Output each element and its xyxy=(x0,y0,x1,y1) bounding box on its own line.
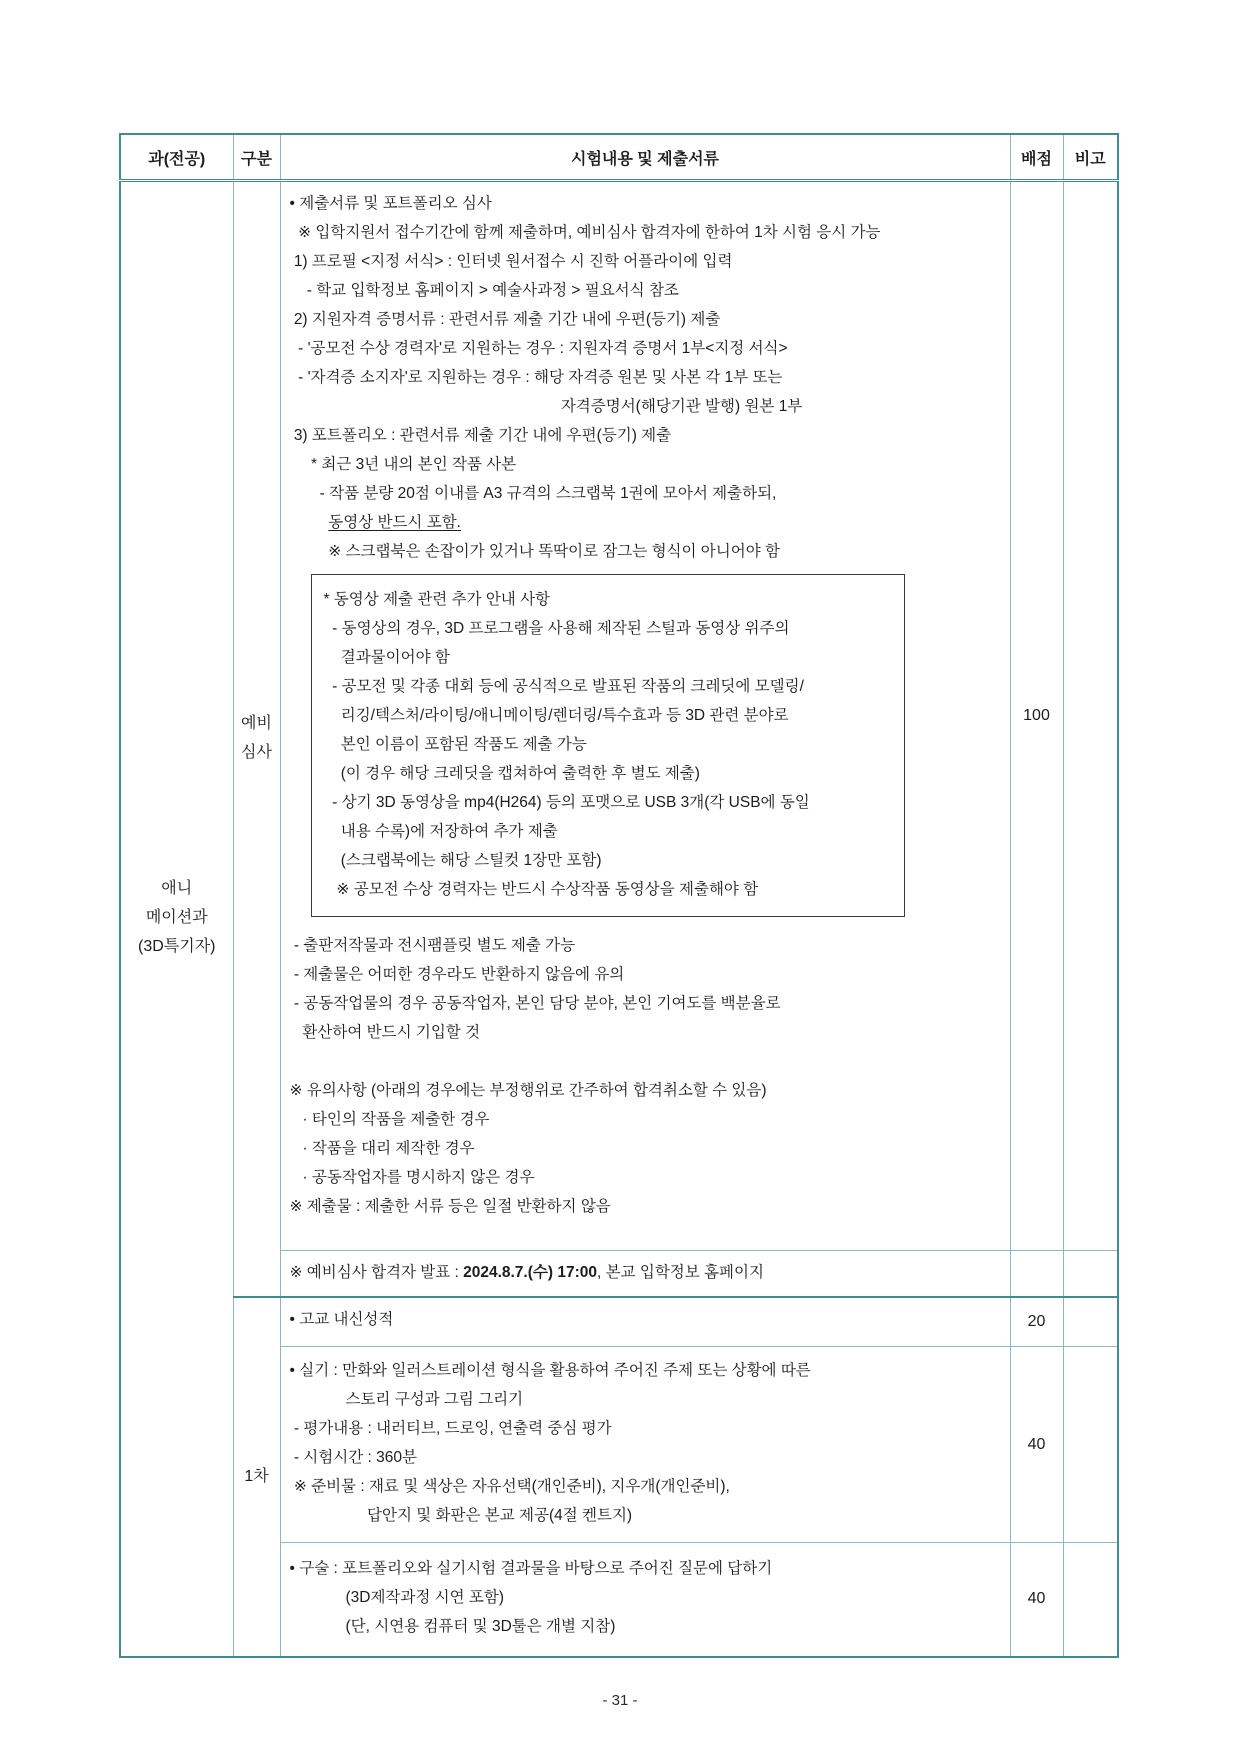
row-first-round-gpa xyxy=(120,1297,1118,1347)
text-line: - 학교 입학정보 홈페이지 > 예술사과정 > 필요서식 참조 xyxy=(289,282,679,299)
text-line: - 공모전 및 각종 대회 등에 공식적으로 발표된 작품의 크레딧에 모델링/ xyxy=(323,678,804,695)
text-line: - 공동작업물의 경우 공동작업자, 본인 담당 분야, 본인 기여도를 백분율로 xyxy=(289,995,781,1012)
preliminary-content-cell xyxy=(280,181,1010,1251)
text-line: * 동영상 제출 관련 추가 안내 사항 xyxy=(323,591,551,608)
text-line: 3) 포트폴리오 : 관련서류 제출 기간 내에 우편(등기) 제출 xyxy=(289,427,672,444)
header-content: 시험내용 및 제출서류 xyxy=(280,134,1010,181)
score-oral: 40 xyxy=(1010,1543,1063,1657)
table-header-row xyxy=(120,134,1118,181)
row-preliminary-screening xyxy=(120,181,1118,1251)
text-line: 본인 이름이 포함된 작품도 제출 가능 xyxy=(323,736,587,753)
text-line: 1) 프로필 <지정 서식> : 인터넷 원서접수 시 진학 어플라이에 입력 xyxy=(289,253,733,270)
text-line: 리깅/텍스처/라이팅/애니메이팅/렌더링/특수효과 등 3D 관련 분야로 xyxy=(323,707,789,724)
text-line: · 타인의 작품을 제출한 경우 xyxy=(289,1111,490,1128)
text-line: 답안지 및 화판은 본교 제공(4절 켄트지) xyxy=(289,1506,633,1524)
text-line: 메이션과 xyxy=(145,909,208,927)
oral-content-cell xyxy=(280,1543,1010,1657)
text-line: · 작품을 대리 제작한 경우 xyxy=(289,1140,475,1157)
text-line: ※ 제출물 : 제출한 서류 등은 일절 반환하지 않음 xyxy=(289,1198,611,1215)
text-line: 스토리 구성과 그림 그리기 xyxy=(289,1390,524,1408)
announcement-suffix: , 본교 입학정보 홈페이지 xyxy=(596,1264,764,1282)
text-line: - 상기 3D 동영상을 mp4(H264) 등의 포맷으로 USB 3개(각 USB에 동일 xyxy=(323,794,810,811)
announcement-cell xyxy=(280,1251,1010,1297)
header-gubun: 구분 xyxy=(233,134,280,181)
gpa-content-cell xyxy=(280,1297,1010,1347)
text-line: (스크랩북에는 해당 스틸컷 1장만 포함) xyxy=(323,852,602,869)
video-submission-notice-box xyxy=(311,574,905,917)
text-line: ※ 스크랩북은 손잡이가 있거나 똑딱이로 잠그는 형식이 아니어야 함 xyxy=(289,543,780,560)
text-line: 동영상 반드시 포함. xyxy=(328,514,461,531)
text-line: ※ 유의사항 (아래의 경우에는 부정행위로 간주하여 합격취소할 수 있음) xyxy=(289,1082,767,1099)
text-line: 자격증명서(해당기관 발행) 원본 1부 xyxy=(289,398,803,415)
preliminary-text-before-box xyxy=(290,189,1006,566)
text-line: * 최근 3년 내의 본인 작품 사본 xyxy=(289,456,517,473)
remark-gpa xyxy=(1063,1297,1118,1347)
text-line: 결과물이어야 함 xyxy=(323,649,450,666)
text-line xyxy=(290,1047,1006,1076)
text-line: ※ 입학지원서 접수기간에 함께 제출하며, 예비심사 합격자에 한하여 1차 시험 응시 가능 xyxy=(289,224,881,241)
header-major: 과(전공) xyxy=(120,134,233,181)
text-line: (이 경우 해당 크레딧을 캡쳐하여 출력한 후 별도 제출) xyxy=(323,765,700,782)
announcement-prefix: ※ 예비심사 합격자 발표 : xyxy=(289,1264,464,1282)
text-line: 2) 지원자격 증명서류 : 관련서류 제출 기간 내에 우편(등기) 제출 xyxy=(289,311,721,328)
text-line: - 평가내용 : 내러티브, 드로잉, 연출력 중심 평가 xyxy=(289,1419,612,1437)
text-line: - 작품 분량 20점 이내를 A3 규격의 스크랩북 1권에 모아서 제출하되, xyxy=(289,485,777,502)
text-line: ※ 준비물 : 재료 및 색상은 자유선택(개인준비), 지우개(개인준비), xyxy=(289,1477,730,1495)
text-line: · 공동작업자를 명시하지 않은 경우 xyxy=(289,1169,535,1186)
page-number: - 31 - xyxy=(602,1692,638,1709)
header-score: 배점 xyxy=(1010,134,1063,181)
text-line: • 고교 내신성적 xyxy=(289,1311,394,1329)
remark-oral xyxy=(1063,1543,1118,1657)
text-line: - 제출물은 어떠한 경우라도 반환하지 않음에 유의 xyxy=(289,966,625,983)
text-line: (단, 시연용 컴퓨터 및 3D툴은 개별 지참) xyxy=(289,1617,616,1635)
text-line: - 출판저작물과 전시팸플릿 별도 제출 가능 xyxy=(289,937,576,954)
announcement-date: 2024.8.7.(수) 17:00 xyxy=(463,1264,597,1282)
preliminary-text-after-box xyxy=(290,931,1006,1221)
text-line: 내용 수록)에 저장하여 추가 제출 xyxy=(323,823,558,840)
score-practical: 40 xyxy=(1010,1347,1063,1543)
text-line: - 시험시간 : 360분 xyxy=(289,1448,417,1466)
exam-info-table xyxy=(119,133,1119,1658)
text-line: 환산하여 반드시 기입할 것 xyxy=(289,1024,481,1041)
major-name-cell xyxy=(120,181,233,1657)
text-line: - '공모전 수상 경력자'로 지원하는 경우 : 지원자격 증명서 1부<지정 서식> xyxy=(289,340,788,357)
text-line: (3D특기자) xyxy=(138,938,216,956)
remark-preliminary xyxy=(1063,181,1118,1251)
score-gpa: 20 xyxy=(1010,1297,1063,1347)
text-line: • 실기 : 만화와 일러스트레이션 형식을 활용하여 주어진 주제 또는 상황에 따른 xyxy=(289,1361,811,1379)
text-line: (3D제작과정 시연 포함) xyxy=(289,1588,505,1606)
text-line: • 구술 : 포트폴리오와 실기시험 결과물을 바탕으로 주어진 질문에 답하기 xyxy=(289,1559,773,1577)
text-line: ※ 공모전 수상 경력자는 반드시 수상작품 동영상을 제출해야 함 xyxy=(323,881,759,898)
text-line: • 제출서류 및 포트폴리오 심사 xyxy=(289,195,492,212)
text-line: 예비 xyxy=(241,714,272,732)
score-announcement xyxy=(1010,1251,1063,1297)
gubun-preliminary-cell xyxy=(233,181,280,1297)
header-remark: 비고 xyxy=(1063,134,1118,181)
gubun-first-round-cell: 1차 xyxy=(233,1297,280,1657)
text-line: - 동영상의 경우, 3D 프로그램을 사용해 제작된 스틸과 동영상 위주의 xyxy=(323,620,790,637)
text-line: - '자격증 소지자'로 지원하는 경우 : 해당 자격증 원본 및 사본 각 1부 또는 xyxy=(289,369,783,386)
text-line: 심사 xyxy=(241,743,272,761)
remark-announcement xyxy=(1063,1251,1118,1297)
score-preliminary: 100 xyxy=(1010,181,1063,1251)
practical-content-cell xyxy=(280,1347,1010,1543)
text-line: 애니 xyxy=(161,880,193,898)
remark-practical xyxy=(1063,1347,1118,1543)
